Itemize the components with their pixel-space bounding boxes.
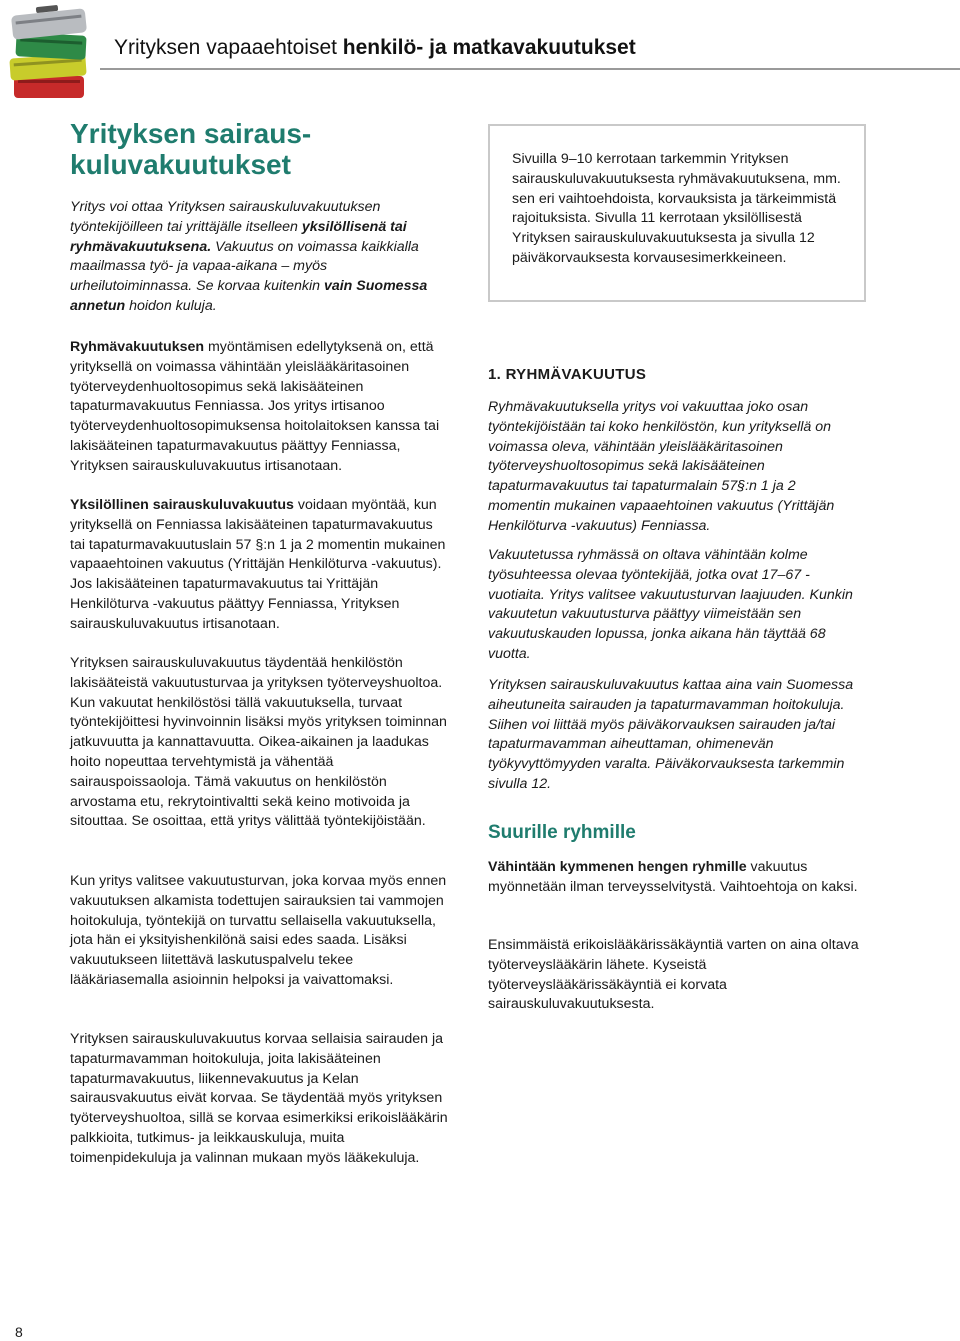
suitcase-stack-illustration	[6, 4, 98, 104]
benefits-paragraph: Yrityksen sairauskuluvakuutus täydentää henkilöstön lakisääteistä vakuutusturvaa ja yrityksen työterveyshuoltoa. Kun vakuutat henkilöstösi tällä vakuutuksella, turvaat työntekijöittesi hyvinvoinnin lisäksi myös yrityksen toiminnan jatkuvuutta ja kannattavuutta. Oikea-aikainen ja laadukas hoito nopeuttaa tervehtymistä ja vähentää sairauspoissaoloja. Tämä vakuutus on henkilöstön arvostama etu, rekrytointivaltti sekä keino motivoida ja sitouttaa. Se osoittaa, että yritys välittää työntekijöistään.	[70, 655, 447, 830]
prior-conditions-paragraph: Kun yritys valitsee vakuutusturvan, joka korvaa myös ennen vakuutuksen alkamista todettujen sairauksien tai vammojen hoitokuluja, työntekijä on turvattu sellaisella vakuutuksella, jota hän ei yksityishenkilönä saisi edes saada. Lisäksi vakuutukseen liitettävä laskutuspalvelu tekee lääkäriasemalla asioinnin helpoksi ja vaivattomaksi.	[70, 873, 447, 988]
info-box	[488, 124, 866, 302]
intro-paragraph: Yritys voi ottaa Yrityksen sairauskuluvakuutuksen työntekijöilleen tai yrittäjälle itselleen yksilöllisenä tai ryhmävakuutuksena. Vakuutus on voimassa kaikkialla maailmassa työ- ja vapaa-aikana – myös urheilutoiminnassa. Se korvaa kuitenkin vain Suomessa annetun hoidon kuluja.	[70, 199, 428, 314]
group-conditions-paragraph: Ryhmävakuutuksella yritys voi vakuuttaa joko osan työntekijöistään tai koko henkilöstön, kun yrityksellä on voimassa oleva, vähintään yleislääkäritasoinen työterveyshuoltosopimus sekä lakisääteinen tapaturmavakuutus tai tapaturmalain 57§:n 1 ja 2 momentin mukainen vapaaehtoinen vakuutus (Yrittäjän Henkilöturva -vakuutus) Fenniassa.	[488, 399, 835, 534]
coverage-scope-paragraph: Yrityksen sairauskuluvakuutus kattaa aina vain Suomessa aiheutuneita sairauden ja tapaturmavamman hoitokuluja. Siihen voi liittää myös päiväkorvauksen sairauden ja/tai tapaturmavamman aiheuttaman, ohimenevän työkyvyttömyyden varalta. Päiväkorvauksesta tarkemmin sivulla 12.	[488, 677, 854, 792]
group-insurance-heading: 1. RYHMÄVAKUUTUS	[488, 366, 647, 383]
group-members-paragraph: Vakuutetussa ryhmässä on oltava vähintään kolme työsuhteessa olevaa työntekijää, jotka ovat 17–67 -vuotiaita. Yritys valitsee vakuutusturvan laajuuden. Kunkin vakuutetun vakuutusturva päättyy viimeistään sen vakuutuskauden lopussa, jonka aikana hän täyttää 68 vuotta.	[488, 547, 853, 662]
info-box-text: Sivuilla 9–10 kerrotaan tarkemmin Yrityksen sairauskuluvakuutuksesta ryhmävakuutuksena, mm. sen eri vaihtoehdoista, korvauksista ja tärkeimmistä rajoituksista. Sivulla 11 kerrotaan yksilöllisestä Yrityksen sairauskuluvakuutuksesta ja sivulla 12 päiväkorvauksesta korvausesimerkkeineen.	[512, 151, 841, 266]
referral-paragraph: Ensimmäistä erikoislääkärissäkäyntiä varten on aina oltava työterveyslääkärin lähete. Kyseistä työterveyslääkärissäkäyntiä ei korvata sairauskuluvakuutuksesta.	[488, 937, 859, 1013]
suitcase-icon	[9, 5, 87, 98]
individual-insurance-paragraph: Yksilöllinen sairauskuluvakuutus voidaan myöntää, kun yrityksellä on Fenniassa lakisääteinen tapaturmavakuutus tai tapaturmavakuutuslain 57 §:n 1 ja 2 momentin mukainen vapaaehtoinen vakuutus (Yrittäjän Henkilöturva -vakuutus). Jos lakisääteinen tapaturmavakuutus tai Yrittäjän Henkilöturva -vakuutus päättyy Fenniassa, Yrityksen sairauskuluvakuutus irtisanotaan.	[70, 497, 446, 632]
header-title: Yrityksen vapaaehtoiset henkilö- ja matkavakuutukset	[114, 36, 636, 59]
group-insurance-paragraph: Ryhmävakuutuksen myöntämisen edellytyksenä on, että yrityksellä on voimassa vähintään yleislääkäritasoinen työterveydenhuoltosopimus sekä lakisääteinen tapaturmavakuutus Fenniassa. Jos yritys irtisanoo työterveydenhuoltosopimuksensa hoitolaitoksen kanssa tai lakisääteinen tapaturmavakuutus päättyy Fenniassa, Yrityksen sairauskuluvakuutus irtisanotaan.	[70, 339, 440, 474]
large-groups-heading: Suurille ryhmille	[488, 822, 636, 843]
coverage-paragraph: Yrityksen sairauskuluvakuutus korvaa sellaisia sairauden ja tapaturmavamman hoitokuluja, joita lakisääteinen tapaturmavakuutus, liikennevakuutus ja Kelan sairausvakuutus eivät korvaa. Se täydentää myös yrityksen työterveyshuoltoa, sillä se korvaa esimerkiksi erikoislääkärin palkkioita, tutkimus- ja leikkauskuluja, muita toimenpidekuluja ja valinnan mukaan myös lääkekuluja.	[70, 1031, 448, 1166]
header-rule	[100, 68, 960, 70]
section-title: Yrityksen sairaus-kuluvakuutukset	[70, 118, 312, 180]
large-groups-paragraph: Vähintään kymmenen hengen ryhmille vakuutus myönnetään ilman terveysselvitystä. Vaihtoehtoja on kaksi.	[488, 859, 858, 895]
page-number: 8	[15, 1324, 23, 1340]
